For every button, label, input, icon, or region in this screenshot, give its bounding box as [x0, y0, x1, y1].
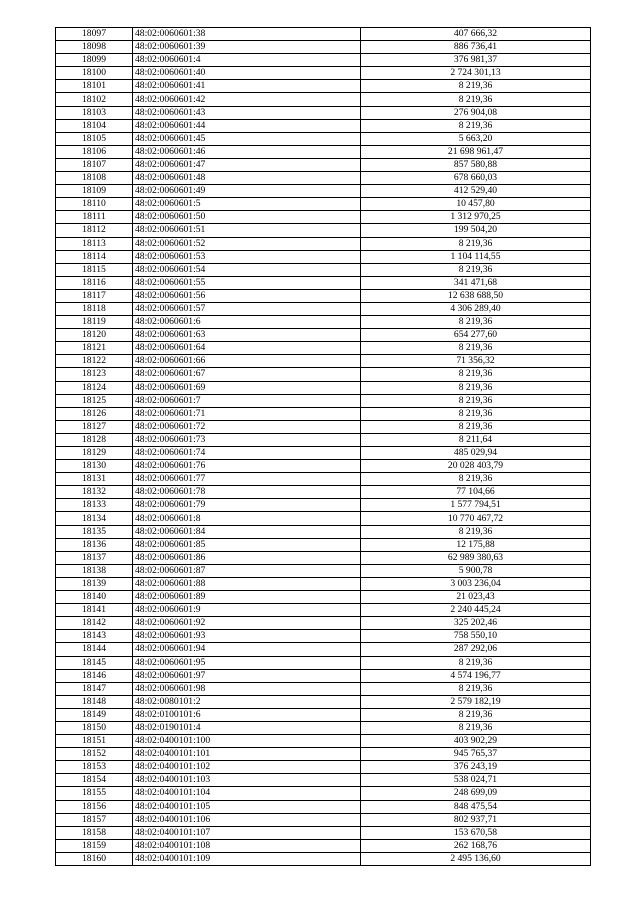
table-row: [56, 577, 591, 590]
table-row: [56, 643, 591, 656]
cadastral-value-cell: 8 219,36: [361, 368, 591, 381]
cadastral-value-cell: 407 666,32: [361, 28, 591, 41]
cadastral-value-cell: 153 670,58: [361, 826, 591, 839]
cadastral-value-cell: 10 457,80: [361, 198, 591, 211]
cadastral-number-cell: 48:02:0060601:7: [133, 394, 361, 407]
row-number-cell: 18098: [56, 41, 133, 54]
cadastral-number-cell: 48:02:0060601:40: [133, 67, 361, 80]
cadastral-value-cell: 857 580,88: [361, 158, 591, 171]
cadastral-value-cell: 12 175,88: [361, 538, 591, 551]
table-row: [56, 604, 591, 617]
table-row: [56, 132, 591, 145]
table-row: [56, 302, 591, 315]
cadastral-value-cell: 8 219,36: [361, 342, 591, 355]
table-row: [56, 41, 591, 54]
cadastral-value-cell: 325 202,46: [361, 617, 591, 630]
cadastral-value-cell: 21 698 961,47: [361, 145, 591, 158]
row-number-cell: 18132: [56, 486, 133, 499]
cadastral-number-cell: 48:02:0060601:9: [133, 604, 361, 617]
row-number-cell: 18124: [56, 381, 133, 394]
cadastral-number-cell: 48:02:0060601:97: [133, 669, 361, 682]
cadastral-number-cell: 48:02:0400101:100: [133, 735, 361, 748]
cadastral-value-cell: 8 219,36: [361, 407, 591, 420]
cadastral-value-cell: 678 660,03: [361, 172, 591, 185]
cadastral-number-cell: 48:02:0060601:94: [133, 643, 361, 656]
table-row: [56, 447, 591, 460]
cadastral-value-cell: 8 219,36: [361, 682, 591, 695]
cadastral-number-cell: 48:02:0060601:95: [133, 656, 361, 669]
row-number-cell: 18156: [56, 800, 133, 813]
cadastral-value-cell: 20 028 403,79: [361, 460, 591, 473]
cadastral-number-cell: 48:02:0100101:6: [133, 708, 361, 721]
cadastral-number-cell: 48:02:0060601:38: [133, 28, 361, 41]
cadastral-value-cell: 3 003 236,04: [361, 577, 591, 590]
cadastral-value-cell: 8 211,64: [361, 433, 591, 446]
cadastral-number-cell: 48:02:0060601:77: [133, 473, 361, 486]
row-number-cell: 18131: [56, 473, 133, 486]
row-number-cell: 18097: [56, 28, 133, 41]
table-row: [56, 852, 591, 865]
table-row: [56, 486, 591, 499]
table-row: [56, 355, 591, 368]
cadastral-value-cell: 8 219,36: [361, 721, 591, 734]
cadastral-value-cell: 1 104 114,55: [361, 250, 591, 263]
cadastral-value-cell: 403 902,29: [361, 735, 591, 748]
table-row: [56, 774, 591, 787]
cadastral-value-cell: 276 904,08: [361, 106, 591, 119]
row-number-cell: 18127: [56, 420, 133, 433]
table-row: [56, 263, 591, 276]
table-row: [56, 826, 591, 839]
cadastral-value-cell: 8 219,36: [361, 316, 591, 329]
cadastral-number-cell: 48:02:0060601:92: [133, 617, 361, 630]
table-row: [56, 839, 591, 852]
table-row: [56, 787, 591, 800]
table-row: [56, 695, 591, 708]
cadastral-value-cell: 376 981,37: [361, 54, 591, 67]
cadastral-value-cell: 2 579 182,19: [361, 695, 591, 708]
table-row: [56, 381, 591, 394]
row-number-cell: 18160: [56, 852, 133, 865]
row-number-cell: 18120: [56, 329, 133, 342]
cadastral-number-cell: 48:02:0060601:85: [133, 538, 361, 551]
cadastral-value-cell: 287 292,06: [361, 643, 591, 656]
table-row: [56, 211, 591, 224]
cadastral-number-cell: 48:02:0060601:87: [133, 564, 361, 577]
table-row: [56, 813, 591, 826]
cadastral-value-cell: 2 724 301,13: [361, 67, 591, 80]
cadastral-value-cell: 8 219,36: [361, 80, 591, 93]
row-number-cell: 18138: [56, 564, 133, 577]
cadastral-number-cell: 48:02:0060601:48: [133, 172, 361, 185]
cadastral-number-cell: 48:02:0400101:104: [133, 787, 361, 800]
cadastral-value-cell: 8 219,36: [361, 394, 591, 407]
row-number-cell: 18114: [56, 250, 133, 263]
cadastral-value-cell: 8 219,36: [361, 708, 591, 721]
cadastral-number-cell: 48:02:0060601:57: [133, 302, 361, 315]
row-number-cell: 18159: [56, 839, 133, 852]
row-number-cell: 18157: [56, 813, 133, 826]
cadastral-value-cell: 12 638 688,50: [361, 289, 591, 302]
row-number-cell: 18119: [56, 316, 133, 329]
cadastral-number-cell: 48:02:0060601:54: [133, 263, 361, 276]
cadastral-number-cell: 48:02:0400101:109: [133, 852, 361, 865]
row-number-cell: 18142: [56, 617, 133, 630]
row-number-cell: 18121: [56, 342, 133, 355]
row-number-cell: 18113: [56, 237, 133, 250]
cadastral-value-cell: 8 219,36: [361, 525, 591, 538]
table-row: [56, 368, 591, 381]
table-row: [56, 250, 591, 263]
cadastral-number-cell: 48:02:0060601:5: [133, 198, 361, 211]
table-row: [56, 185, 591, 198]
table-row: [56, 512, 591, 525]
row-number-cell: 18109: [56, 185, 133, 198]
row-number-cell: 18134: [56, 512, 133, 525]
row-number-cell: 18148: [56, 695, 133, 708]
row-number-cell: 18108: [56, 172, 133, 185]
cadastral-number-cell: 48:02:0060601:43: [133, 106, 361, 119]
table-row: [56, 158, 591, 171]
table-row: [56, 721, 591, 734]
table-row: [56, 119, 591, 132]
cadastral-number-cell: 48:02:0060601:79: [133, 499, 361, 512]
row-number-cell: 18111: [56, 211, 133, 224]
cadastral-number-cell: 48:02:0060601:8: [133, 512, 361, 525]
table-row: [56, 54, 591, 67]
row-number-cell: 18143: [56, 630, 133, 643]
cadastral-value-cell: 802 937,71: [361, 813, 591, 826]
cadastral-value-cell: 248 699,09: [361, 787, 591, 800]
row-number-cell: 18128: [56, 433, 133, 446]
table-row: [56, 67, 591, 80]
cadastral-number-cell: 48:02:0080101:2: [133, 695, 361, 708]
row-number-cell: 18125: [56, 394, 133, 407]
cadastral-number-cell: 48:02:0060601:72: [133, 420, 361, 433]
cadastral-number-cell: 48:02:0060601:76: [133, 460, 361, 473]
row-number-cell: 18105: [56, 132, 133, 145]
cadastral-number-cell: 48:02:0060601:63: [133, 329, 361, 342]
cadastral-value-cell: 10 770 467,72: [361, 512, 591, 525]
cadastral-number-cell: 48:02:0060601:52: [133, 237, 361, 250]
row-number-cell: 18154: [56, 774, 133, 787]
table-row: [56, 394, 591, 407]
row-number-cell: 18140: [56, 591, 133, 604]
table-row: [56, 80, 591, 93]
row-number-cell: 18130: [56, 460, 133, 473]
table-row: [56, 630, 591, 643]
cadastral-number-cell: 48:02:0060601:89: [133, 591, 361, 604]
cadastral-value-cell: 8 219,36: [361, 381, 591, 394]
cadastral-number-cell: 48:02:0060601:71: [133, 407, 361, 420]
row-number-cell: 18146: [56, 669, 133, 682]
table-row: [56, 145, 591, 158]
table-row: [56, 433, 591, 446]
cadastral-number-cell: 48:02:0060601:67: [133, 368, 361, 381]
table-row: [56, 172, 591, 185]
table-row: [56, 460, 591, 473]
cadastral-number-cell: 48:02:0060601:47: [133, 158, 361, 171]
table-row: [56, 800, 591, 813]
cadastral-value-cell: 886 736,41: [361, 41, 591, 54]
table-row: [56, 656, 591, 669]
cadastral-number-cell: 48:02:0060601:69: [133, 381, 361, 394]
cadastral-value-cell: 77 104,66: [361, 486, 591, 499]
cadastral-value-cell: 8 219,36: [361, 263, 591, 276]
table-row: [56, 329, 591, 342]
row-number-cell: 18155: [56, 787, 133, 800]
table-row: [56, 198, 591, 211]
cadastral-number-cell: 48:02:0400101:101: [133, 748, 361, 761]
table-row: [56, 316, 591, 329]
table-row: [56, 28, 591, 41]
cadastral-value-cell: 71 356,32: [361, 355, 591, 368]
table-row: [56, 93, 591, 106]
table-row: [56, 237, 591, 250]
cadastral-value-cell: 2 240 445,24: [361, 604, 591, 617]
table-row: [56, 407, 591, 420]
cadastral-number-cell: 48:02:0060601:78: [133, 486, 361, 499]
cadastral-number-cell: 48:02:0060601:88: [133, 577, 361, 590]
row-number-cell: 18141: [56, 604, 133, 617]
row-number-cell: 18118: [56, 302, 133, 315]
row-number-cell: 18100: [56, 67, 133, 80]
cadastral-number-cell: 48:02:0190101:4: [133, 721, 361, 734]
cadastral-value-cell: 8 219,36: [361, 656, 591, 669]
table-row: [56, 551, 591, 564]
cadastral-value-cell: 5 900,78: [361, 564, 591, 577]
row-number-cell: 18110: [56, 198, 133, 211]
row-number-cell: 18107: [56, 158, 133, 171]
row-number-cell: 18123: [56, 368, 133, 381]
row-number-cell: 18099: [56, 54, 133, 67]
cadastral-value-cell: 8 219,36: [361, 420, 591, 433]
row-number-cell: 18152: [56, 748, 133, 761]
row-number-cell: 18106: [56, 145, 133, 158]
row-number-cell: 18144: [56, 643, 133, 656]
cadastral-number-cell: 48:02:0400101:107: [133, 826, 361, 839]
cadastral-value-cell: 341 471,68: [361, 276, 591, 289]
cadastral-number-cell: 48:02:0060601:53: [133, 250, 361, 263]
cadastral-number-cell: 48:02:0060601:51: [133, 224, 361, 237]
cadastral-value-cell: 199 504,20: [361, 224, 591, 237]
cadastral-value-cell: 538 024,71: [361, 774, 591, 787]
row-number-cell: 18145: [56, 656, 133, 669]
table-row: [56, 106, 591, 119]
cadastral-value-cell: 1 577 794,51: [361, 499, 591, 512]
cadastral-number-cell: 48:02:0060601:56: [133, 289, 361, 302]
cadastral-value-cell: 376 243,19: [361, 761, 591, 774]
row-number-cell: 18122: [56, 355, 133, 368]
cadastral-value-cell: 8 219,36: [361, 119, 591, 132]
cadastral-number-cell: 48:02:0400101:105: [133, 800, 361, 813]
cadastral-value-cell: 62 989 380,63: [361, 551, 591, 564]
row-number-cell: 18104: [56, 119, 133, 132]
cadastral-number-cell: 48:02:0060601:86: [133, 551, 361, 564]
table-row: [56, 525, 591, 538]
table-row: [56, 761, 591, 774]
cadastral-number-cell: 48:02:0060601:50: [133, 211, 361, 224]
table-row: [56, 748, 591, 761]
row-number-cell: 18133: [56, 499, 133, 512]
table-row: [56, 276, 591, 289]
row-number-cell: 18117: [56, 289, 133, 302]
cadastral-number-cell: 48:02:0060601:66: [133, 355, 361, 368]
table-row: [56, 473, 591, 486]
table-body: [56, 28, 591, 866]
cadastral-value-cell: 945 765,37: [361, 748, 591, 761]
cadastral-number-cell: 48:02:0060601:49: [133, 185, 361, 198]
cadastral-number-cell: 48:02:0060601:45: [133, 132, 361, 145]
row-number-cell: 18158: [56, 826, 133, 839]
table-row: [56, 669, 591, 682]
row-number-cell: 18153: [56, 761, 133, 774]
cadastral-value-cell: 262 168,76: [361, 839, 591, 852]
row-number-cell: 18102: [56, 93, 133, 106]
cadastral-number-cell: 48:02:0060601:73: [133, 433, 361, 446]
cadastral-number-cell: 48:02:0060601:46: [133, 145, 361, 158]
row-number-cell: 18115: [56, 263, 133, 276]
cadastral-value-cell: 654 277,60: [361, 329, 591, 342]
table-row: [56, 617, 591, 630]
cadastral-number-cell: 48:02:0060601:93: [133, 630, 361, 643]
cadastral-number-cell: 48:02:0400101:102: [133, 761, 361, 774]
cadastral-value-cell: 5 663,20: [361, 132, 591, 145]
row-number-cell: 18136: [56, 538, 133, 551]
row-number-cell: 18112: [56, 224, 133, 237]
cadastral-number-cell: 48:02:0060601:42: [133, 93, 361, 106]
row-number-cell: 18149: [56, 708, 133, 721]
row-number-cell: 18126: [56, 407, 133, 420]
table-row: [56, 591, 591, 604]
cadastral-number-cell: 48:02:0060601:74: [133, 447, 361, 460]
cadastral-number-cell: 48:02:0400101:106: [133, 813, 361, 826]
table-row: [56, 499, 591, 512]
table-row: [56, 538, 591, 551]
cadastral-number-cell: 48:02:0060601:6: [133, 316, 361, 329]
cadastral-value-cell: 4 306 289,40: [361, 302, 591, 315]
cadastral-value-cell: 758 550,10: [361, 630, 591, 643]
table-row: [56, 224, 591, 237]
cadastral-number-cell: 48:02:0060601:55: [133, 276, 361, 289]
cadastral-value-cell: 8 219,36: [361, 237, 591, 250]
row-number-cell: 18129: [56, 447, 133, 460]
row-number-cell: 18101: [56, 80, 133, 93]
row-number-cell: 18139: [56, 577, 133, 590]
cadastral-value-cell: 1 312 970,25: [361, 211, 591, 224]
cadastral-number-cell: 48:02:0060601:84: [133, 525, 361, 538]
cadastral-value-cell: 2 495 136,60: [361, 852, 591, 865]
row-number-cell: 18150: [56, 721, 133, 734]
cadastral-value-cell: 848 475,54: [361, 800, 591, 813]
cadastral-number-cell: 48:02:0400101:108: [133, 839, 361, 852]
cadastral-value-cell: 485 029,94: [361, 447, 591, 460]
cadastral-number-cell: 48:02:0060601:39: [133, 41, 361, 54]
row-number-cell: 18135: [56, 525, 133, 538]
table-row: [56, 289, 591, 302]
row-number-cell: 18116: [56, 276, 133, 289]
row-number-cell: 18151: [56, 735, 133, 748]
cadastral-number-cell: 48:02:0060601:98: [133, 682, 361, 695]
row-number-cell: 18137: [56, 551, 133, 564]
cadastral-value-cell: 8 219,36: [361, 473, 591, 486]
table-row: [56, 735, 591, 748]
cadastral-number-cell: 48:02:0400101:103: [133, 774, 361, 787]
table-row: [56, 420, 591, 433]
table-row: [56, 342, 591, 355]
cadastral-number-cell: 48:02:0060601:44: [133, 119, 361, 132]
cadastral-number-cell: 48:02:0060601:64: [133, 342, 361, 355]
row-number-cell: 18147: [56, 682, 133, 695]
cadastral-value-cell: 412 529,40: [361, 185, 591, 198]
table-row: [56, 708, 591, 721]
cadastral-value-cell: 8 219,36: [361, 93, 591, 106]
cadastral-value-cell: 4 574 196,77: [361, 669, 591, 682]
cadastral-number-cell: 48:02:0060601:4: [133, 54, 361, 67]
cadastral-value-table: [55, 27, 591, 866]
table-row: [56, 682, 591, 695]
cadastral-value-cell: 21 023,43: [361, 591, 591, 604]
table-row: [56, 564, 591, 577]
row-number-cell: 18103: [56, 106, 133, 119]
cadastral-number-cell: 48:02:0060601:41: [133, 80, 361, 93]
